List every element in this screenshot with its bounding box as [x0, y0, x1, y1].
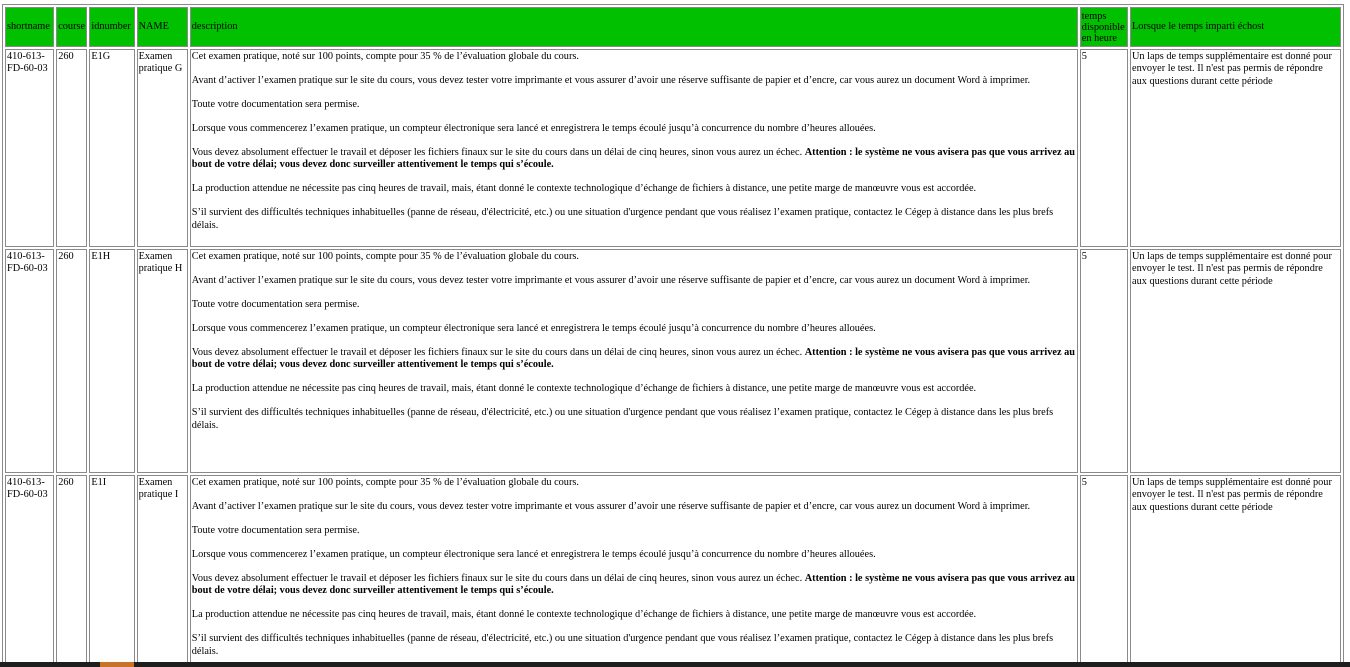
- header-name[interactable]: NAME: [137, 7, 188, 47]
- description-warning: Attention : le système ne vous avisera pas que vous arrivez au bout de votre délai; vous devez donc surveiller attentivement le temps qui s’écoule.: [191, 147, 1076, 171]
- description-paragraph: Avant d’activer l’examen pratique sur le site du cours, vous devez tester votre imprimante et vous assurer d’avoir une réserve suffisante de papier et d’encre, car vous aurez un document Word à imprimer.: [191, 275, 1031, 286]
- cell-shortname[interactable]: 410-613-FD-60-03: [5, 49, 54, 247]
- cell-name[interactable]: Examen pratique I: [137, 475, 188, 667]
- cell-description[interactable]: [190, 475, 1078, 667]
- header-row: [5, 7, 1341, 47]
- table-row: [5, 49, 1341, 247]
- description-paragraph: Cet examen pratique, noté sur 100 points, compte pour 35 % de l’évaluation globale du cours.: [191, 477, 579, 488]
- description-paragraph: S’il survient des difficultés techniques inhabituelles (panne de réseau, d'électricité, etc.) ou une situation d'urgence pendant que vous réalisez l’examen pratique, contactez le Cégep à distance dans les plus brefs délais.: [191, 207, 1054, 231]
- description-paragraph: Cet examen pratique, noté sur 100 points, compte pour 35 % de l’évaluation globale du cours.: [191, 251, 579, 262]
- description-paragraph: Lorsque vous commencerez l’examen pratique, un compteur électronique sera lancé et enregistrera le temps écoulé jusqu’à concurrence du nombre d’heures allouées.: [191, 123, 876, 134]
- cell-temps[interactable]: 5: [1080, 249, 1128, 473]
- header-course[interactable]: course: [56, 7, 87, 47]
- description-paragraph: [192, 573, 1076, 598]
- table-row: [5, 475, 1341, 667]
- cell-idnumber[interactable]: E1I: [89, 475, 134, 667]
- cell-temps[interactable]: 5: [1080, 475, 1128, 667]
- description-paragraph: La production attendue ne nécessite pas cinq heures de travail, mais, étant donné le contexte technologique d’échange de fichiers à distance, une petite marge de manœuvre vous est accordée.: [191, 183, 977, 195]
- cell-name[interactable]: Examen pratique H: [137, 249, 188, 473]
- header-shortname[interactable]: shortname: [5, 7, 54, 47]
- cell-temps[interactable]: 5: [1080, 49, 1128, 247]
- header-description[interactable]: description: [190, 7, 1078, 47]
- cell-description[interactable]: [190, 249, 1078, 473]
- description-paragraph: S’il survient des difficultés techniques inhabituelles (panne de réseau, d'électricité, etc.) ou une situation d'urgence pendant que vous réalisez l’examen pratique, contactez le Cégep à distance dans les plus brefs délais.: [191, 407, 1054, 431]
- cell-lorsque[interactable]: Un laps de temps supplémentaire est donné pour envoyer le test. Il n'est pas permis de répondre aux questions durant cette période: [1130, 249, 1341, 473]
- description-paragraph: Toute votre documentation sera permise.: [191, 99, 360, 110]
- cell-lorsque[interactable]: Un laps de temps supplémentaire est donné pour envoyer le test. Il n'est pas permis de répondre aux questions durant cette période: [1130, 475, 1341, 667]
- description-paragraph: Lorsque vous commencerez l’examen pratique, un compteur électronique sera lancé et enregistrera le temps écoulé jusqu’à concurrence du nombre d’heures allouées.: [191, 323, 876, 334]
- header-temps-disponible[interactable]: temps disponible en heure: [1080, 7, 1128, 47]
- cell-idnumber[interactable]: E1H: [89, 249, 134, 473]
- header-lorsque-temps-imparti[interactable]: Lorsque le temps imparti échost: [1130, 7, 1341, 47]
- description-paragraph: Toute votre documentation sera permise.: [191, 525, 360, 536]
- description-paragraph: La production attendue ne nécessite pas cinq heures de travail, mais, étant donné le contexte technologique d’échange de fichiers à distance, une petite marge de manœuvre vous est accordée.: [191, 383, 977, 395]
- description-paragraph: S’il survient des difficultés techniques inhabituelles (panne de réseau, d'électricité, etc.) ou une situation d'urgence pendant que vous réalisez l’examen pratique, contactez le Cégep à distance dans les plus brefs délais.: [191, 633, 1054, 657]
- description-warning: Attention : le système ne vous avisera pas que vous arrivez au bout de votre délai; vous devez donc surveiller attentivement le temps qui s’écoule.: [191, 347, 1076, 371]
- cell-shortname[interactable]: 410-613-FD-60-03: [5, 475, 54, 667]
- cell-course[interactable]: 260: [56, 249, 87, 473]
- description-paragraph: La production attendue ne nécessite pas cinq heures de travail, mais, étant donné le contexte technologique d’échange de fichiers à distance, une petite marge de manœuvre vous est accordée.: [191, 609, 977, 621]
- cell-course[interactable]: 260: [56, 475, 87, 667]
- description-text: Vous devez absolument effectuer le travail et déposer les fichiers finaux sur le site du cours dans un délai de cinq heures, sinon vous aurez un échec.: [191, 147, 803, 158]
- cell-shortname[interactable]: 410-613-FD-60-03: [5, 249, 54, 473]
- cell-course[interactable]: 260: [56, 49, 87, 247]
- description-paragraph: Toute votre documentation sera permise.: [191, 299, 360, 310]
- description-paragraph: Avant d’activer l’examen pratique sur le site du cours, vous devez tester votre imprimante et vous assurer d’avoir une réserve suffisante de papier et d’encre, car vous aurez un document Word à imprimer.: [191, 501, 1031, 512]
- exam-table: [2, 4, 1344, 667]
- cell-lorsque[interactable]: Un laps de temps supplémentaire est donné pour envoyer le test. Il n'est pas permis de répondre aux questions durant cette période: [1130, 49, 1341, 247]
- description-text: Vous devez absolument effectuer le travail et déposer les fichiers finaux sur le site du cours dans un délai de cinq heures, sinon vous aurez un échec.: [191, 573, 803, 584]
- header-idnumber[interactable]: idnumber: [89, 7, 134, 47]
- description-warning: Attention : le système ne vous avisera pas que vous arrivez au bout de votre délai; vous devez donc surveiller attentivement le temps qui s’écoule.: [191, 573, 1076, 597]
- cell-description[interactable]: [190, 49, 1078, 247]
- description-paragraph: Avant d’activer l’examen pratique sur le site du cours, vous devez tester votre imprimante et vous assurer d’avoir une réserve suffisante de papier et d’encre, car vous aurez un document Word à imprimer.: [191, 75, 1031, 86]
- taskbar-strip: [0, 662, 1350, 667]
- table-row: [5, 249, 1341, 473]
- taskbar-active-app[interactable]: [100, 662, 134, 667]
- description-paragraph: [192, 347, 1076, 372]
- description-text: Vous devez absolument effectuer le travail et déposer les fichiers finaux sur le site du cours dans un délai de cinq heures, sinon vous aurez un échec.: [191, 347, 803, 358]
- description-paragraph: Lorsque vous commencerez l’examen pratique, un compteur électronique sera lancé et enregistrera le temps écoulé jusqu’à concurrence du nombre d’heures allouées.: [191, 549, 876, 560]
- cell-name[interactable]: Examen pratique G: [137, 49, 188, 247]
- description-paragraph: [192, 147, 1076, 172]
- description-paragraph: Cet examen pratique, noté sur 100 points, compte pour 35 % de l’évaluation globale du cours.: [191, 51, 579, 62]
- cell-idnumber[interactable]: E1G: [89, 49, 134, 247]
